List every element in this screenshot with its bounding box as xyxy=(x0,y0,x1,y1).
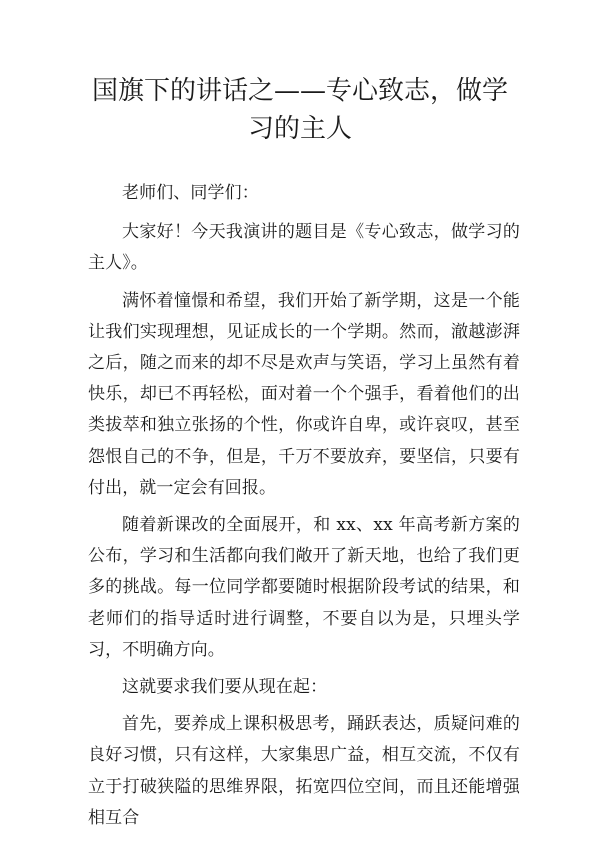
paragraph-curriculum-reform: 随着新课改的全面展开，和 xx、xx 年高考新方案的公布，学习和生活都向我们敞开了新天地，也给了我们更多的挑战。每一位同学都要随时根据阶段考试的结果，和老师们的指导适时进行调整，不要自以为是，只埋头学习，不明确方向。 xyxy=(88,515,520,660)
document-body xyxy=(88,178,520,840)
paragraph-greeting: 老师们、同学们： xyxy=(122,183,259,203)
paragraph-first-point: 首先，要养成上课积极思考，踊跃表达，质疑问难的良好习惯，只有这样，大家集思广益，相互交流，不仅有立于打破狭隘的思维界限，拓宽四位空间，而且还能增强相互合 xyxy=(88,714,520,828)
paragraph-new-semester: 满怀着憧憬和希望，我们开始了新学期，这是一个能让我们实现理想，见证成长的一个学期。然而，澈越澎湃之后，随之而来的却不尽是欢声与笑语，学习上虽然有着快乐，却已不再轻松，面对着一个个强手，看着他们的出类拔萃和独立张扬的个性，你或许自卑，或许哀叹，甚至怨恨自己的不争，但是，千万不要放弃，要坚信，只要有付出，就一定会有回报。 xyxy=(88,290,520,498)
page-title: 国旗下的讲话之——专心致志，做学习的主人 xyxy=(91,76,508,144)
paragraph-requirement: 这就要求我们要从现在起： xyxy=(122,677,328,698)
paragraph-intro: 大家好！今天我演讲的题目是《专心致志，做学习的主人》。 xyxy=(88,222,520,274)
